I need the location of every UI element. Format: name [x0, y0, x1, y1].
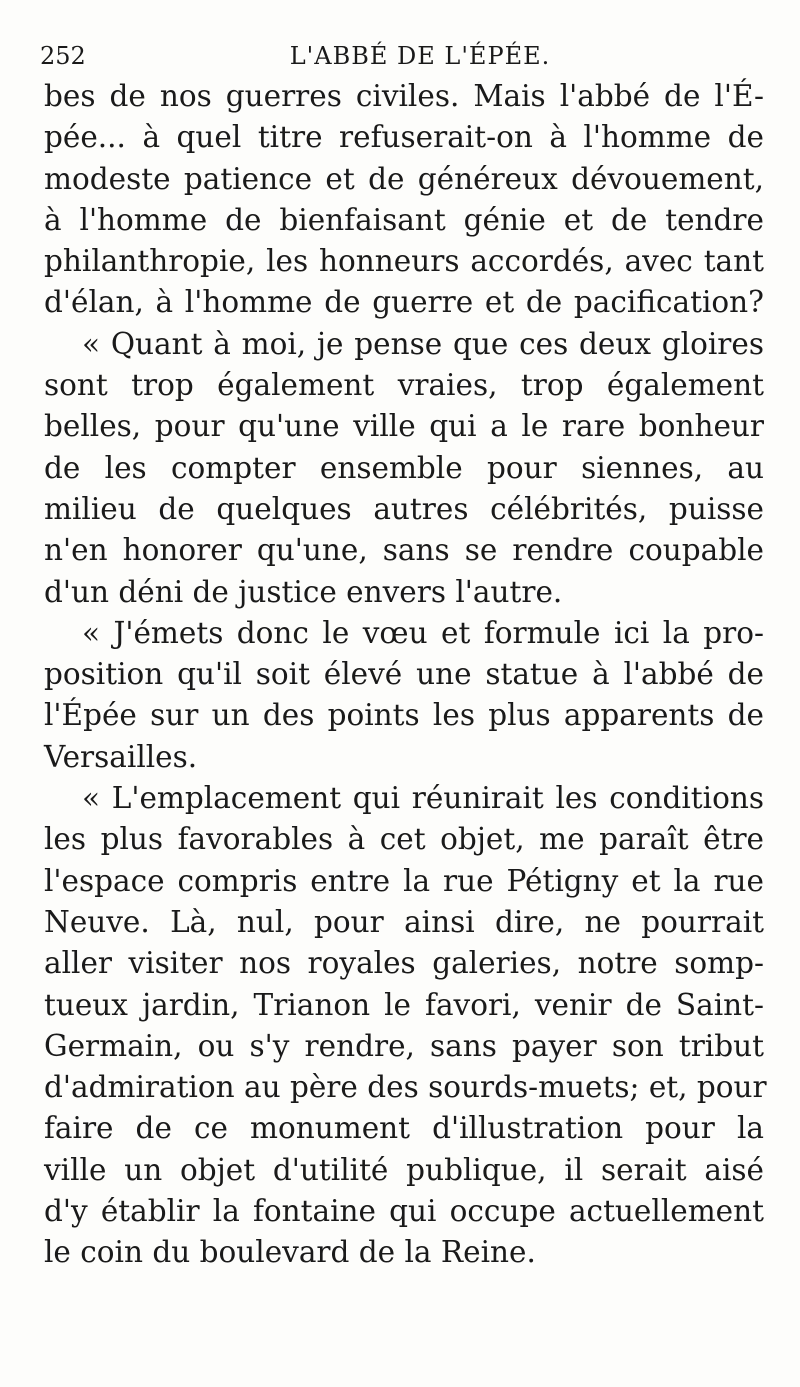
text-line: d'élan, à l'homme de guerre et de pacification?	[44, 285, 764, 320]
text-line: l'Épée sur un des points les plus apparents de	[44, 698, 764, 733]
text-line: d'un déni de justice envers l'autre.	[44, 574, 563, 609]
text-line: Versailles.	[44, 739, 198, 774]
text-line: tueux jardin, Trianon le favori, venir de Saint-	[44, 987, 764, 1022]
text-line: aller visiter nos royales galeries, notre somp-	[44, 946, 764, 981]
text-line: « Quant à moi, je pense que ces deux gloires	[82, 326, 764, 361]
text-line: philanthropie, les honneurs accordés, avec tant	[44, 244, 764, 279]
text-line: belles, pour qu'une ville qui a le rare bonheur	[44, 409, 764, 444]
text-line: Neuve. Là, nul, pour ainsi dire, ne pourrait	[44, 904, 764, 939]
text-line: les plus favorables à cet objet, me paraît être	[44, 822, 764, 857]
text-line: de les compter ensemble pour siennes, au	[44, 450, 764, 485]
text-line: « L'emplacement qui réunirait les conditions	[82, 781, 764, 816]
running-head	[40, 40, 760, 80]
text-line: à l'homme de bienfaisant génie et de tendre	[44, 202, 764, 237]
text-line: Germain, ou s'y rendre, sans payer son tribut	[44, 1028, 764, 1063]
running-title: L'ABBÉ DE L'ÉPÉE.	[289, 42, 551, 70]
text-line: n'en honorer qu'une, sans se rendre coupable	[44, 533, 764, 568]
page-number: 252	[40, 42, 86, 70]
text-line: sont trop également vraies, trop également	[44, 368, 764, 403]
text-line: modeste patience et de généreux dévouement,	[44, 161, 764, 196]
body-text	[44, 76, 767, 1274]
text-line: bes de nos guerres civiles. Mais l'abbé de l'É-	[44, 79, 764, 113]
text-line: « J'émets donc le vœu et formule ici la pro-	[82, 615, 764, 650]
text-line: le coin du boulevard de la Reine.	[44, 1235, 536, 1270]
text-line: d'admiration au père des sourds-muets; et, pour	[44, 1070, 767, 1105]
text-line: l'espace compris entre la rue Pétigny et la rue	[44, 863, 764, 898]
text-line: milieu de quelques autres célébrités, puisse	[44, 491, 764, 526]
text-line: faire de ce monument d'illustration pour la	[44, 1111, 764, 1146]
text-line: pée... à quel titre refuserait-on à l'homme de	[44, 120, 764, 155]
text-line: position qu'il soit élevé une statue à l'abbé de	[44, 657, 764, 692]
text-line: ville un objet d'utilité publique, il serait aisé	[44, 1152, 764, 1187]
text-line: d'y établir la fontaine qui occupe actuellement	[44, 1194, 764, 1229]
